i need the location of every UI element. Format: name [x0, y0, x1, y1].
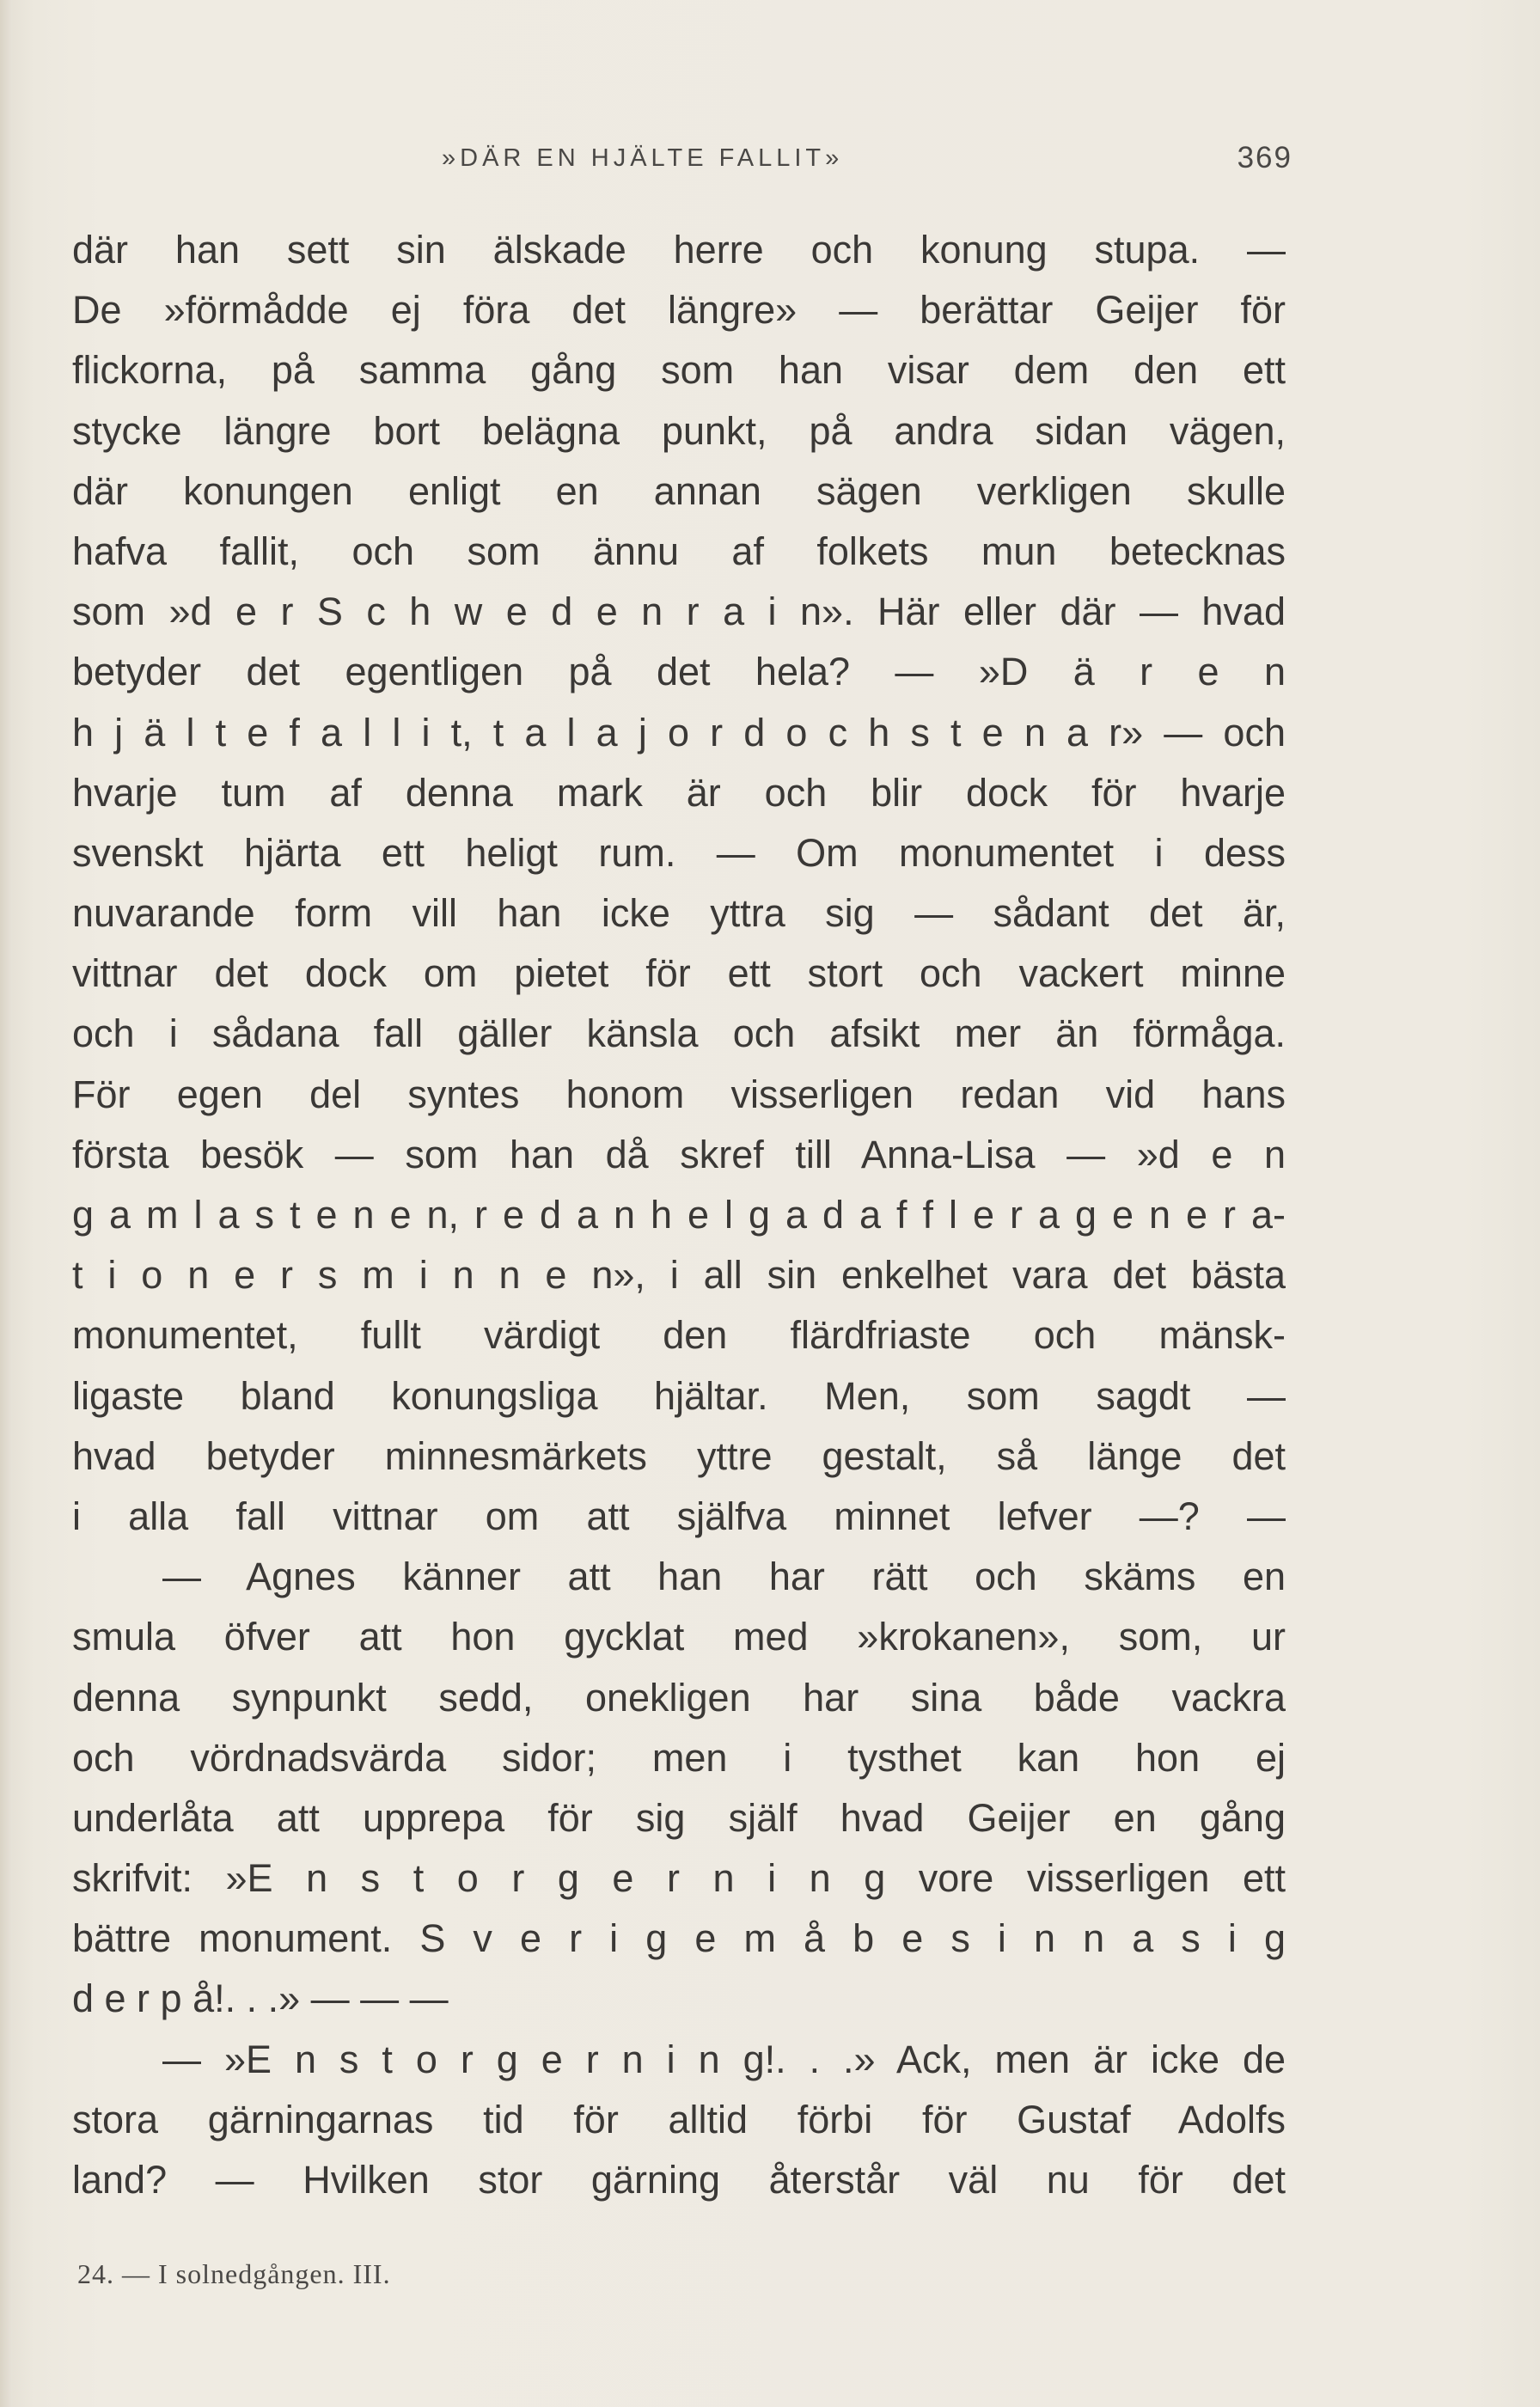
text-line: hafva fallit, och som ännu af folkets mun betecknas — [72, 528, 1286, 573]
text-line: denna synpunkt sedd, onekligen har sina både vackra — [72, 1675, 1286, 1720]
text-line: d e r p å!. . .» — — — — [72, 1976, 449, 2021]
text-line: h j ä l t e f a l l i t, t a l a j o r d o c h s t e n a r» — och — [72, 710, 1286, 754]
running-title: »DÄR EN HJÄLTE FALLIT» — [442, 144, 844, 172]
text-line: land? — Hvilken stor gärning återstår väl nu för det — [72, 2158, 1286, 2202]
text-line: skrifvit: »E n s t o r g e r n i n g vore visserligen ett — [72, 1856, 1286, 1901]
text-line: stora gärningarnas tid för alltid förbi för Gustaf Adolfs — [72, 2097, 1286, 2141]
text-line: ligaste bland konungsliga hjältar. Men, som sagdt — — [72, 1373, 1286, 1418]
text-line: och vördnadsvärda sidor; men i tysthet kan hon ej — [72, 1735, 1286, 1780]
text-line: där han sett sin älskade herre och konung stupa. — — [72, 228, 1286, 272]
printer-signature: 24. — I solnedgången. III. — [77, 2258, 391, 2289]
text-line: bättre monument. S v e r i g e m å b e s i n n a s i g — [72, 1916, 1286, 1961]
page-number: 369 — [1237, 141, 1292, 174]
text-line: där konungen enligt en annan sägen verkligen skulle — [72, 468, 1286, 513]
text-line: monumentet, fullt värdigt den flärdfriaste och mänsk- — [72, 1313, 1286, 1358]
text-line: — Agnes känner att han har rätt och skäms en — [162, 1555, 1286, 1599]
text-line: underlåta att upprepa för sig själf hvad Geijer en gång — [72, 1795, 1286, 1840]
text-line: nuvarande form vill han icke yttra sig — sådant det är, — [72, 891, 1286, 936]
text-line: t i o n e r s m i n n e n», i all sin enkelhet vara det bästa — [72, 1253, 1286, 1298]
page-spine-shadow — [0, 0, 12, 2407]
text-line: betyder det egentligen på det hela? — »D ä r e n — [72, 650, 1286, 694]
text-line: smula öfver att hon gycklat med »krokanen», som, ur — [72, 1615, 1286, 1659]
page-header — [72, 141, 1292, 179]
text-line: svenskt hjärta ett heligt rum. — Om monumentet i dess — [72, 830, 1286, 875]
text-line: För egen del syntes honom visserligen redan vid hans — [72, 1072, 1286, 1116]
text-line: hvad betyder minnesmärkets yttre gestalt, så länge det — [72, 1433, 1286, 1478]
text-line: och i sådana fall gäller känsla och afsikt mer än förmåga. — [72, 1011, 1286, 1056]
text-line: i alla fall vittnar om att själfva minnet lefver —? — — [72, 1494, 1286, 1538]
text-line: som »d e r S c h w e d e n r a i n». Här eller där — hvad — [72, 590, 1286, 634]
text-line: flickorna, på samma gång som han visar dem den ett — [72, 348, 1286, 393]
text-line: g a m l a s t e n e n, r e d a n h e l g a d a f f l e r a g e n e r a- — [72, 1193, 1286, 1237]
text-line: stycke längre bort belägna punkt, på andra sidan vägen, — [72, 408, 1286, 453]
text-line: första besök — som han då skref till Anna-Lisa — »d e n — [72, 1132, 1286, 1176]
text-line: hvarje tum af denna mark är och blir dock för hvarje — [72, 770, 1286, 815]
text-line: vittnar det dock om pietet för ett stort och vackert minne — [72, 951, 1286, 996]
body-text — [72, 220, 1286, 2210]
text-line: — »E n s t o r g e r n i n g!. . .» Ack, men är icke de — [162, 2037, 1286, 2081]
text-line: De »förmådde ej föra det längre» — berättar Geijer för — [72, 288, 1286, 333]
